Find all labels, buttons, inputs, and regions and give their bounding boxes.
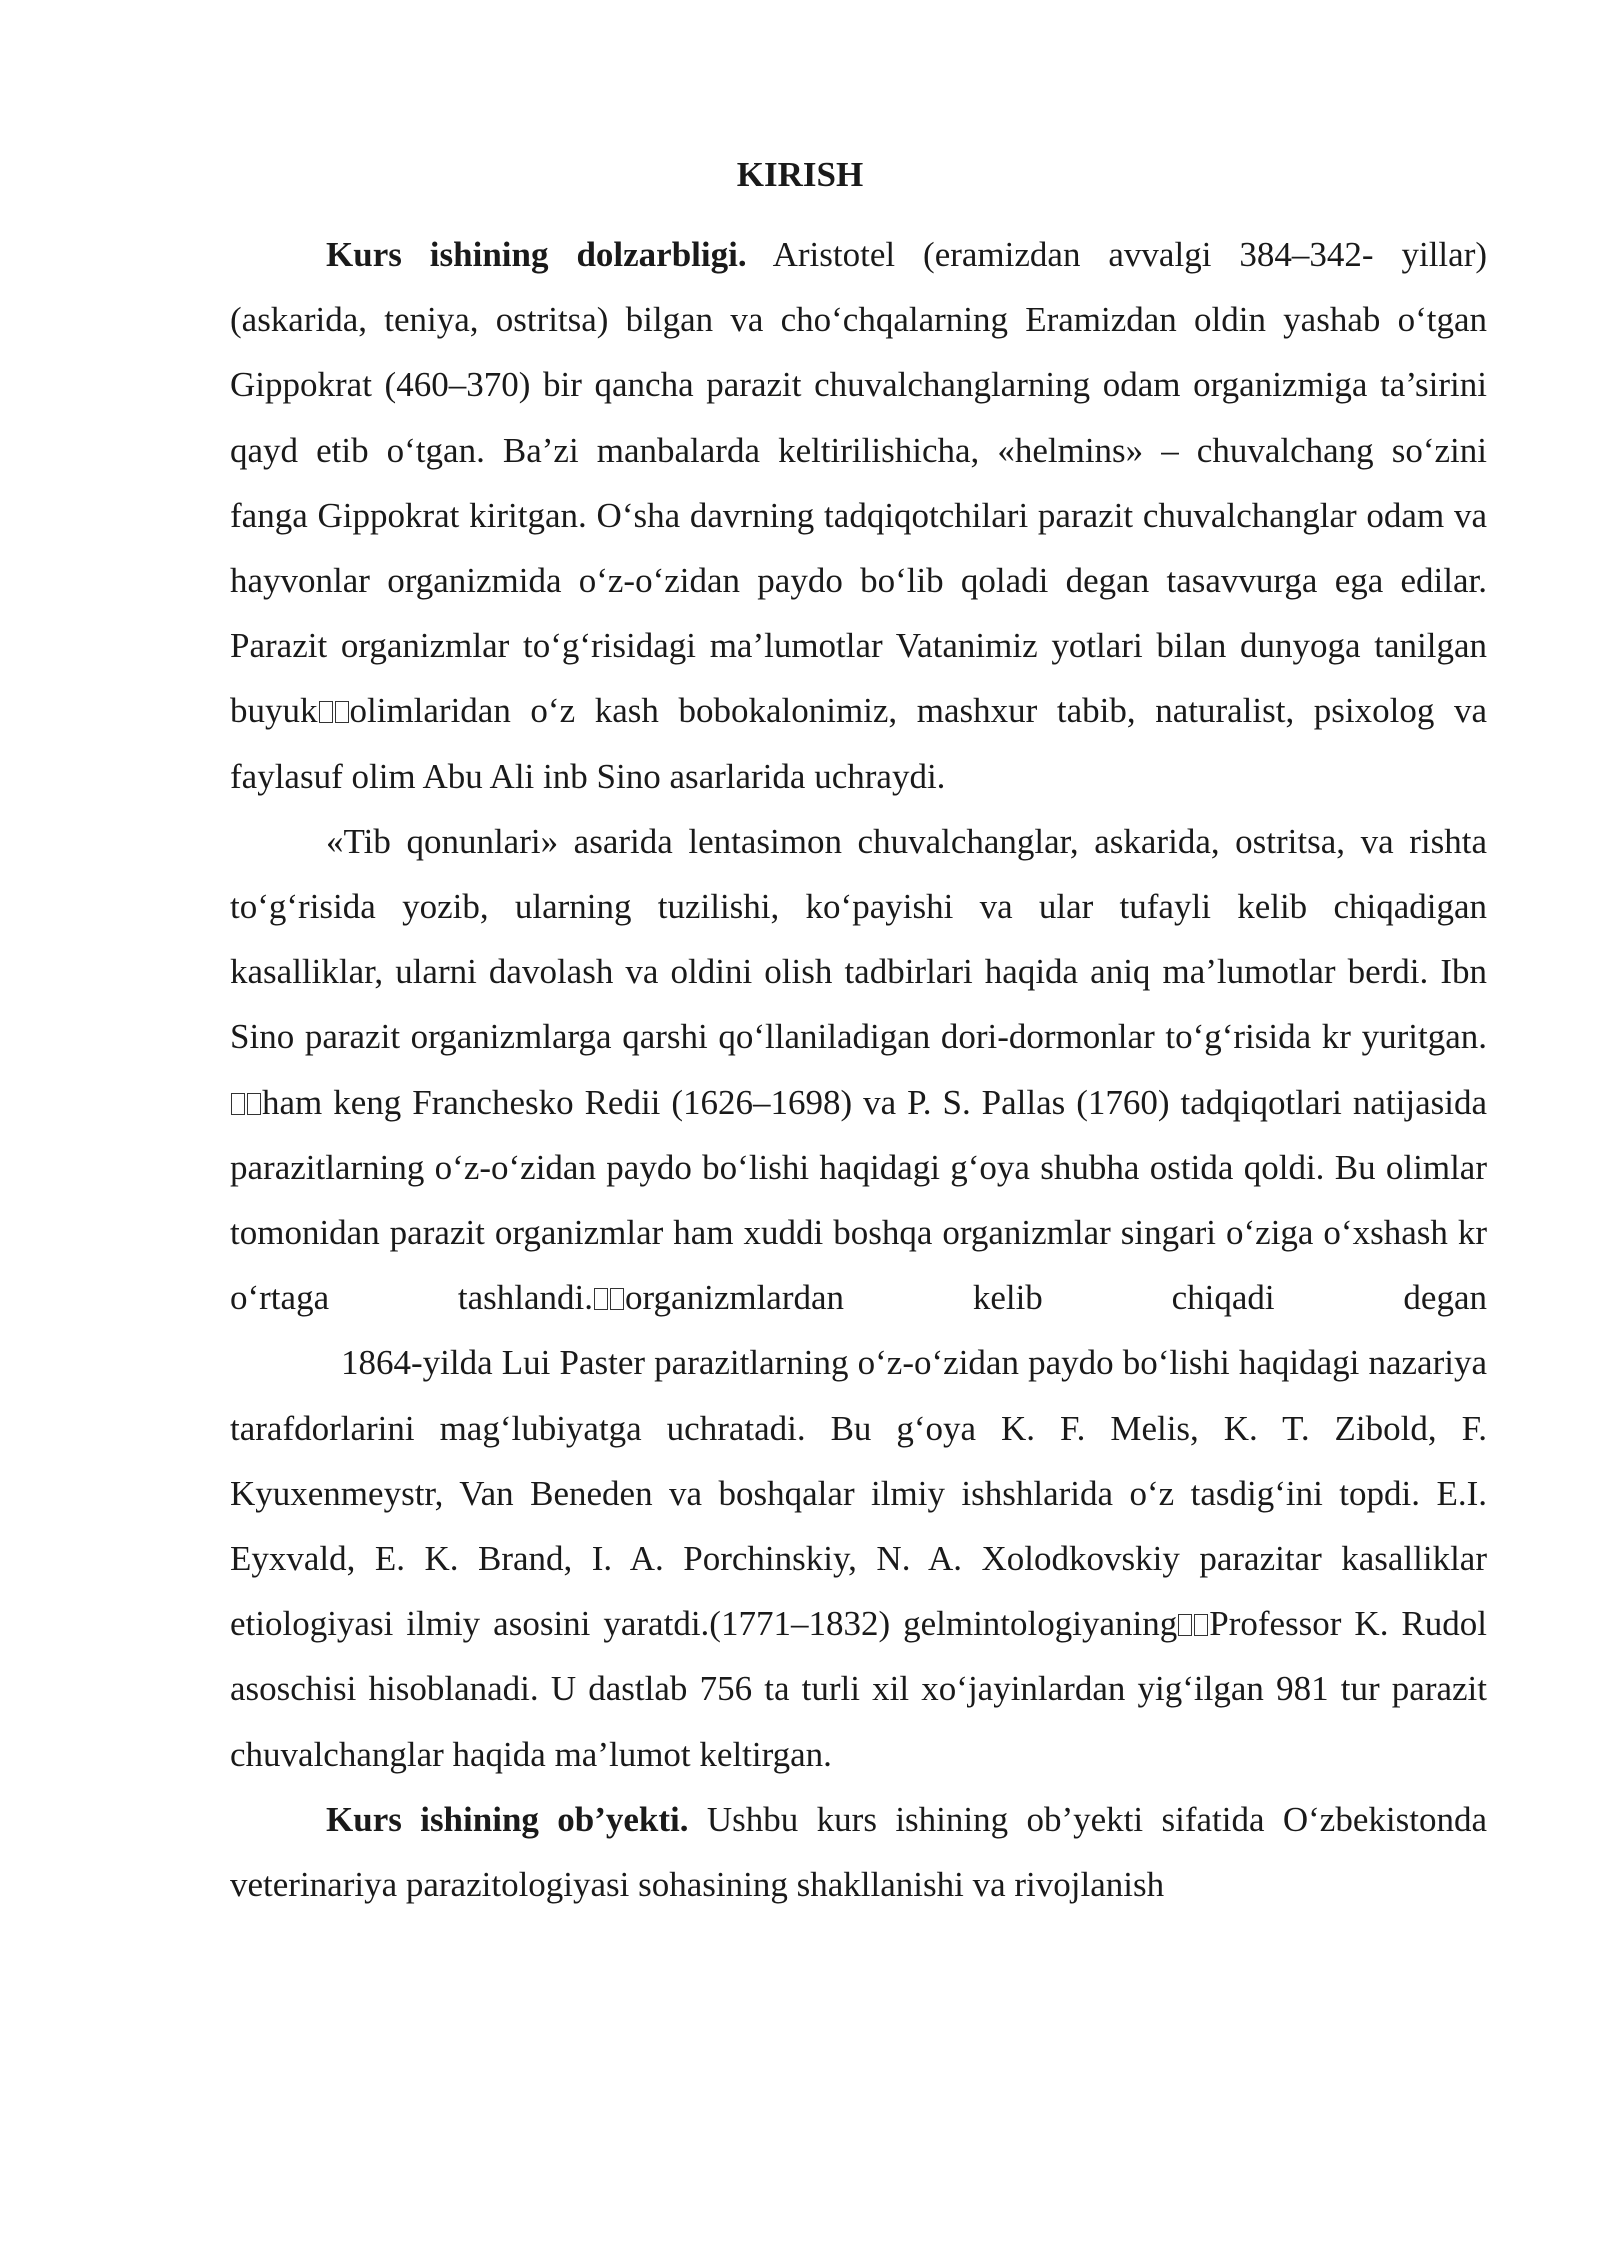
paragraph-object xyxy=(230,1787,1487,1917)
paragraph-relevance xyxy=(230,222,1487,809)
paragraph-pasteur xyxy=(230,1330,1487,1786)
document-body xyxy=(230,222,1487,1917)
paragraph-text: «Tib qonunlari» asarida lentasimon chuvalchanglar, askarida, ostritsa, va rishta to‘g‘risida yozib, ularning tuzilishi, ko‘payishi va ular tufayli kelib chiqadigan kasalliklar, ularni davolash va oldini olish tadbirlari haqida aniq ma’lumotlar berdi. Ibn Sino parazit organizmlarga qarshi qo‘llaniladigan dori-dormonlar to‘g‘risida kr yuritgan. xyxy=(230,821,1487,1057)
paragraph-text: Aristotel (eramizdan avvalgi 384–342- yillar) (askarida, teniya, ostritsa) bilgan va cho‘chqalarning Eramizdan oldin yashab o‘tgan Gippokrat (460–370) bir qancha parazit chuvalchanglarning odam organizmiga ta’sirini qayd etib o‘tgan. Ba’zi manbalarda keltirilishicha, «helmins» – chuvalchang so‘zini fanga Gippokrat kiritgan. O‘sha davrning tadqiqotchilari parazit chuvalchanglar odam va hayvonlar organizmida o‘z-o‘zidan paydo bo‘lib qoladi degan tasavvurga ega edilar. Parazit organizmlar to‘g‘risidagi ma’lumotlar Vatanimiz yotlari bilan dunyoga tanilgan buyuk xyxy=(230,235,1487,731)
missing-glyph-icon xyxy=(335,701,349,723)
missing-glyph-icon xyxy=(319,701,333,723)
paragraph-text: Professor K. Rudol asoschisi hisoblanadi. U dastlab 756 ta turli xil xo‘jayinlardan yig‘ilgan 981 tur parazit chuvalchanglar haqida ma’lumot keltirgan. xyxy=(230,1604,1487,1774)
paragraph-text: 1864-yilda Lui Paster parazitlarning o‘z-o‘zidan paydo bo‘lishi haqidagi nazariya tarafdorlarini mag‘lubiyatga uchratadi. Bu g‘oya K. F. Melis, K. T. Zibold, F. Kyuxenmeystr, Van Beneden va boshqalar ilmiy ishshlarida o‘z tasdig‘ini topdi. E.I. Eyxvald, E. K. Brand, I. A. Porchinskiy, N. A. Xolodkovskiy parazitar kasalliklar etiologiyasi ilmiy asosini yaratdi.(1771–1832) gelmintologiyaning xyxy=(230,1343,1487,1644)
missing-glyph-icon xyxy=(610,1288,624,1310)
paragraph-text: olimlaridan o‘z kash bobokalonimiz, mashxur tabib, naturalist, psixolog va faylasuf olim Abu Ali inb Sino asarlarida uchraydi. xyxy=(230,691,1487,796)
page-title: KIRISH xyxy=(736,155,864,194)
missing-glyph-icon xyxy=(1178,1614,1192,1636)
section-lead-relevance: Kurs ishining dolzarbligi. xyxy=(326,235,747,274)
paragraph-text: ham keng Franchesko Redii (1626–1698) va P. S. Pallas (1760) tadqiqotlari natijasida parazitlarning o‘z-o‘zidan paydo bo‘lishi haqidagi g‘oya shubha ostida qoldi. Bu olimlar tomonidan parazit organizmlar ham xuddi boshqa organizmlar singari o‘ziga o‘xshash kr o‘rtaga tashlandi. xyxy=(230,1082,1487,1318)
paragraph-ibn-sino xyxy=(230,809,1487,1331)
section-lead-object: Kurs ishining ob’yekti. xyxy=(326,1799,689,1839)
missing-glyph-icon xyxy=(231,1093,245,1115)
missing-glyph-icon xyxy=(247,1093,261,1115)
paragraph-text: Ushbu kurs ishining ob’yekti sifatida O‘zbekistonda veterinariya parazitologiyasi sohasining shakllanishi va rivojlanish xyxy=(230,1799,1487,1905)
paragraph-text: organizmlardan kelib chiqadi degan xyxy=(625,1278,1488,1318)
missing-glyph-icon xyxy=(594,1288,608,1310)
missing-glyph-icon xyxy=(1194,1614,1208,1636)
